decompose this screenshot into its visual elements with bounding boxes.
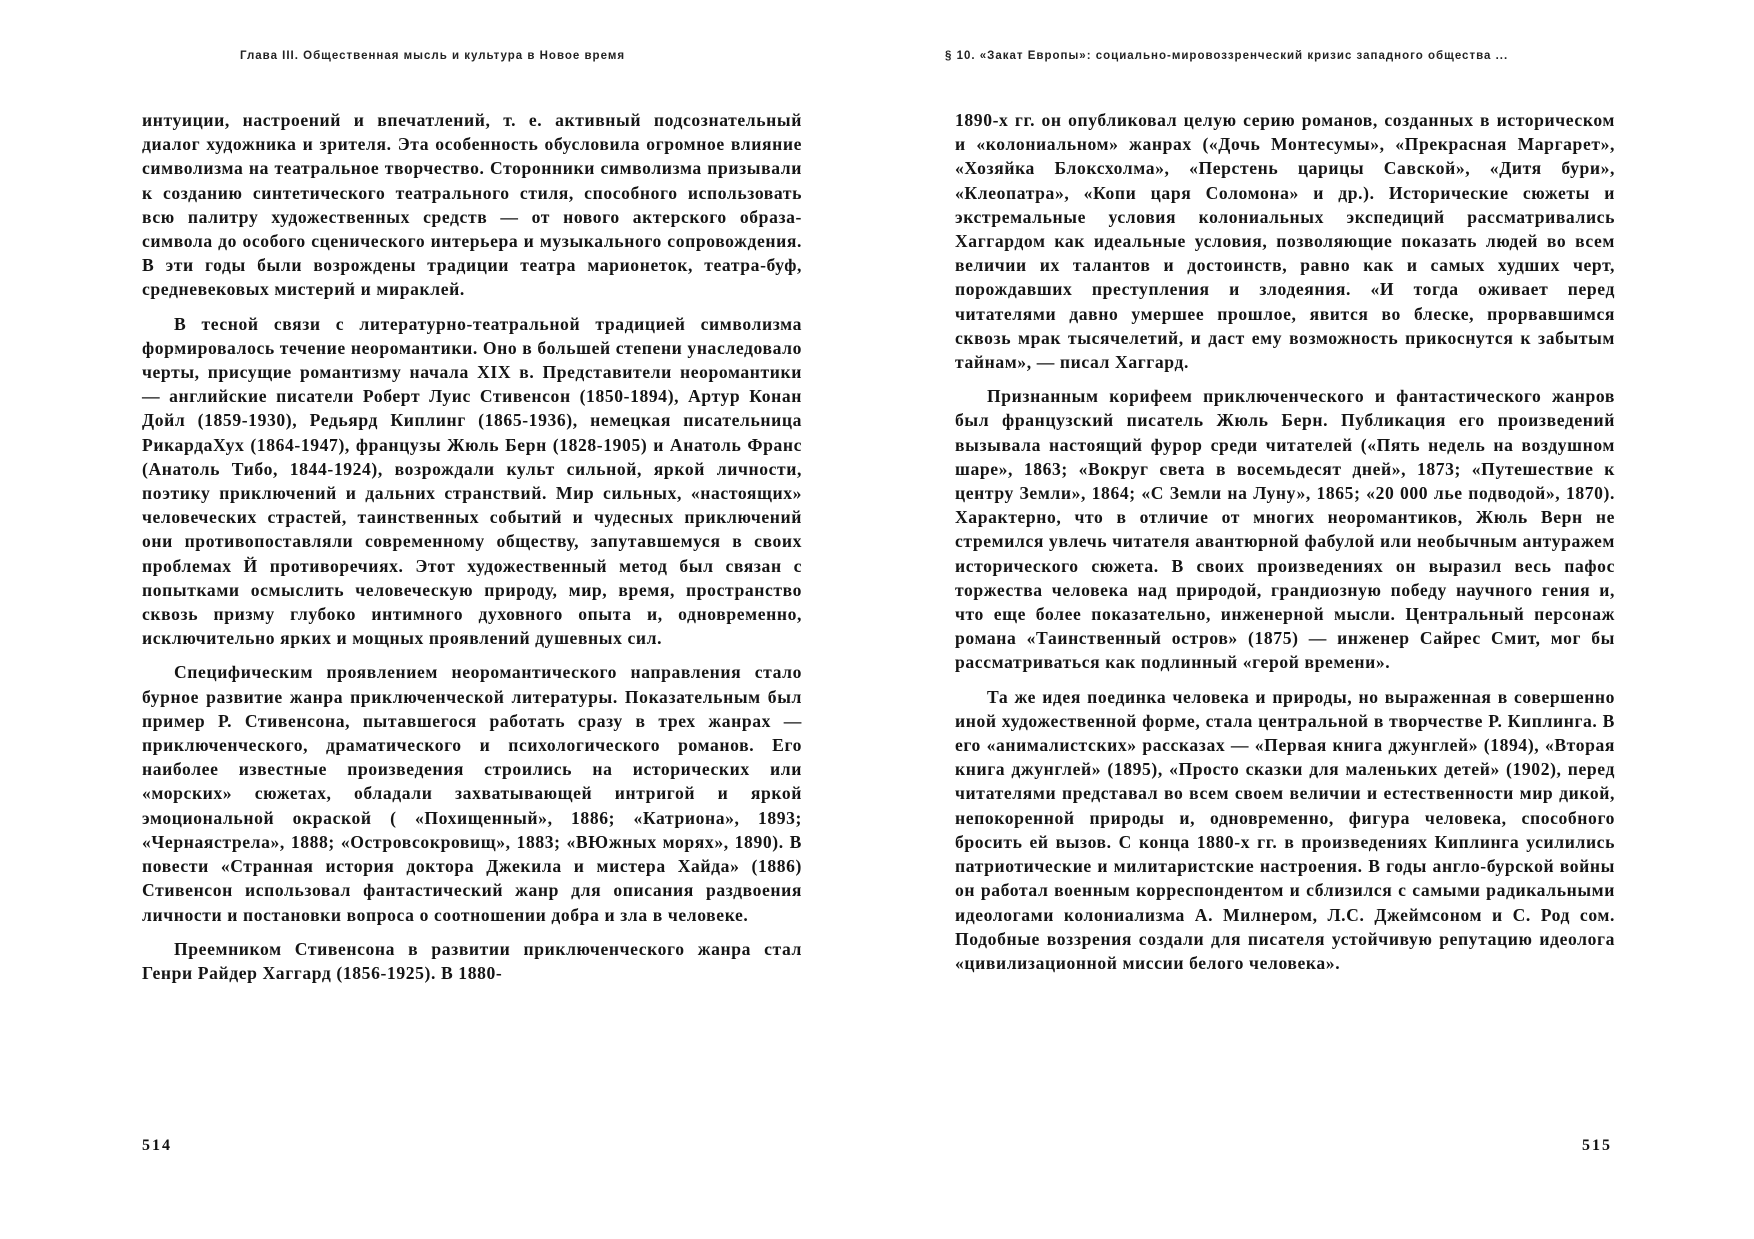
page-number: 514: [142, 1137, 172, 1154]
text-column: [955, 108, 1615, 985]
paragraph: интуиции, настроений и впечатлений, т. е. активный подсознательный диалог художника и зрителя. Эта особенность обусловила огромное влияние символизма на театральное творчество. Сторонники символизма призывали к созданию синтетического театрального стиля, способного использовать всю палитру художественных средств — от нового актерского образа-символа до особого сценического интерьера и музыкального сопровождения. В эти годы были возрождены традиции театра марионеток, театра-буф, средневековых мистерий и мираклей.: [142, 110, 802, 300]
right-page: [877, 0, 1754, 1239]
paragraph: 1890-х гг. он опубликовал целую серию романов, созданных в историческом и «колониальном» жанрах («Дочь Монтесумы», «Прекрасная Маргарет», «Хозяйка Блоксхолма», «Перстень царицы Савской», «Дитя бури», «Клеопатра», «Копи царя Соломона» и др.). Исторические сюжеты и экстремальные условия колониальных экспедиций рассматривались Хаггардом как идеальные условия, позволяющие показать людей во всем величии их талантов и достоинств, равно как и самых худших черт, порождавших преступления и злодеяния. «И тогда оживает перед читателями давно умершее прошлое, явится во блеске, прорвавшимся сквозь мрак тысячелетий, и даст ему возможность прикоснутся к забытым тайнам», — писал Хаггард.: [955, 110, 1615, 373]
running-head: § 10. «Закат Европы»: социально-мировоззренческий кризис западного общества ...: [945, 50, 1509, 62]
paragraph: Признанным корифеем приключенческого и фантастического жанров был французский писатель Жюль Берн. Публикация его произведений вызывала настоящий фурор среди читателей («Пять недель на воздушном шаре», 1863; «Вокруг света в восемьдесят дней», 1873; «Путешествие к центру Земли», 1864; «С Земли на Луну», 1865; «20 000 лье подводой», 1870). Характерно, что в отличие от многих неоромантиков, Жюль Верн не стремился увлечь читателя авантюрной фабулой или необычным антуражем исторического сюжета. В своих произведениях он выразил весь пафос торжества человека над природой, грандиозную победу научного гения и, что еще более показательно, инженерной мысли. Центральный персонаж романа «Таинственный остров» (1875) — инженер Сайрес Смит, мог бы рассматриваться как подлинный «герой времени».: [955, 386, 1615, 673]
running-head: Глава III. Общественная мысль и культура в Новое время: [240, 50, 626, 62]
page-number: 515: [1582, 1137, 1612, 1154]
paragraph: Та же идея поединка человека и природы, но выраженная в совершенно иной художественной форме, стала центральной в творчестве Р. Киплинга. В его «анималистских» рассказах — «Первая книга джунглей» (1894), «Вторая книга джунглей» (1895), «Просто сказки для маленьких детей» (1902), перед читателями представал во всем своем величии и естественности мир дикой, непокоренной природы и, одновременно, фигура человека, способного бросить ей вызов. С конца 1880-х гг. в произведениях Киплинга усилились патриотические и милитаристские настроения. В годы англо-бурской войны он работал военным корреспондентом и сблизился с самыми радикальными идеологами колониализма А. Милнером, Л.С. Джеймсоном и С. Род сом. Подобные воззрения создали для писателя устойчивую репутацию идеолога «цивилизационной миссии белого человека».: [955, 686, 1615, 973]
paragraph: Преемником Стивенсона в развитии приключенческого жанра стал Генри Райдер Хаггард (1856-1925). В 1880-: [142, 938, 802, 983]
paragraph: В тесной связи с литературно-театральной традицией символизма формировалось течение неоромантики. Оно в большей степени унаследовало черты, присущие романтизму начала XIX в. Представители неоромантики — английские писатели Роберт Луис Стивенсон (1850-1894), Артур Конан Дойл (1859-1930), Редьярд Киплинг (1865-1936), немецкая писательница РикардаХух (1864-1947), французы Жюль Берн (1828-1905) и Анатоль Франс (Анатоль Тибо, 1844-1924), возрождали культ сильной, яркой личности, поэтику приключений и дальних странствий. Мир сильных, «настоящих» человеческих страстей, таинственных событий и чудесных приключений они противопоставляли современному обществу, запутавшемуся в своих проблемах Й противоречиях. Этот художественный метод был связан с попытками осмыслить человеческую природу, мир, время, пространство сквозь призму глубоко интимного духовного опыта и, одновременно, исключительно ярких и мощных проявлений душевных сил.: [142, 313, 802, 649]
text-column: [142, 108, 802, 995]
paragraph: Специфическим проявлением неоромантического направления стало бурное развитие жанра приключенческой литературы. Показательным был пример Р. Стивенсона, пытавшегося работать сразу в трех жанрах — приключенческого, драматического и психологического романов. Его наиболее известные произведения строились на исторических или «морских» сюжетах, обладали захватывающей интригой и яркой эмоциональной окраской ( «Похищенный», 1886; «Катриона», 1893; «Чернаястрела», 1888; «Островсокровищ», 1883; «ВЮжных морях», 1890). В повести «Странная история доктора Джекила и мистера Хайда» (1886) Стивенсон использовал фантастический жанр для описания раздвоения личности и постановки вопроса о соотношении добра и зла в человеке.: [142, 662, 802, 925]
